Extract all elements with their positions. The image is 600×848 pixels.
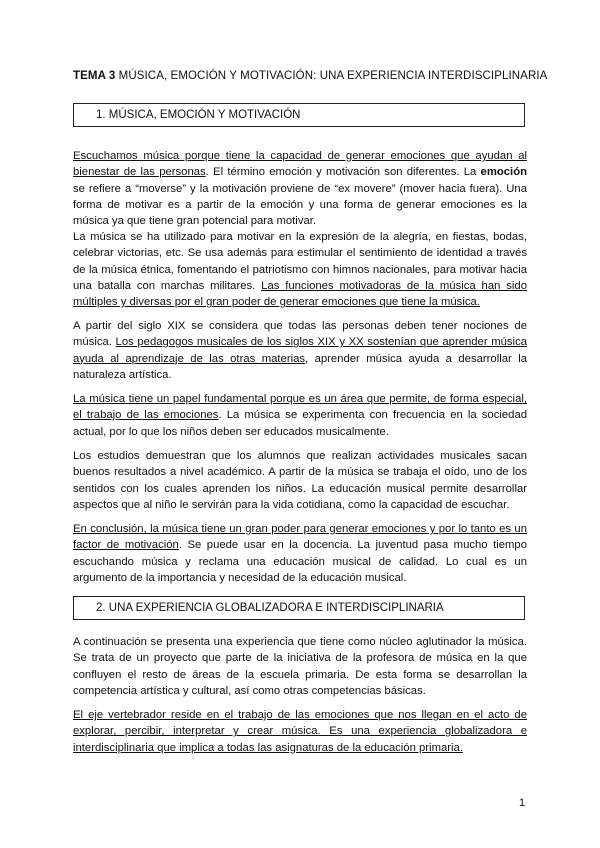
text: , aprender música ayuda a desarrollar la naturaleza artística.	[73, 352, 527, 381]
text: A continuación se presenta una experiencia que tiene como núcleo aglutinador la música. Se trata de un proyecto que parte de la iniciativa de la profesora de música en la que confluyen el resto de áreas de la escuela primaria. De esta forma se desarrollan la competencia artística y cultural, así como otras competencias básicas.	[73, 636, 527, 697]
page-number: 1	[519, 797, 526, 809]
text: A partir del siglo XIX se considera que todas las personas deben tener nociones de música.	[73, 320, 527, 349]
paragraph-7	[73, 634, 527, 699]
text: Los estudios demuestran que los alumnos que realizan actividades musicales sacan buenos resultados a nivel académico. A partir de la música se trabaja el oído, uno de los sentidos con los cuales aprenden los niños. La educación musical permite desarrollar aspectos que al niño le servirán para la vida cotidiana, como la capacidad de escuchar.	[73, 450, 527, 511]
paragraph-1	[73, 148, 527, 229]
paragraph-6	[73, 521, 527, 586]
text: se refiere a “moverse” y la motivación proviene de “ex movere” (mover hacia fuera). Una forma de motivar es a partir de la emoción y una forma de generar emociones es la música ya que tiene gran potencial para motivar.	[73, 182, 527, 228]
title-text: MÚSICA, EMOCIÓN Y MOTIVACIÓN: UNA EXPERIENCIA INTERDISCIPLINARIA	[115, 70, 548, 82]
paragraph-4	[73, 391, 527, 440]
text: La música se ha utilizado para motivar en la expresión de la alegría, en fiestas, bodas, celebrar victorias, etc. Se usa además para estimular el sentimiento de identidad a través de la música étnica, fomentando el patriotismo con himnos nacionales, para motivar hacia una batalla con marchas militares.	[73, 231, 527, 292]
underlined-text: La música tiene un papel fundamental porque es un área que permite, de forma especial, el trabajo de las emociones	[73, 393, 527, 422]
underlined-text: En conclusión, la música tiene un gran poder para generar emociones y por lo tanto es un factor de motivación	[73, 523, 527, 552]
paragraph-3	[73, 318, 527, 383]
document-title	[73, 70, 547, 82]
paragraph-5	[73, 448, 527, 513]
paragraph-2	[73, 229, 527, 310]
underlined-text: Las funciones motivadoras de la música han sido múltiples y diversas por el gran poder de generar emociones que tiene la música.	[73, 279, 527, 309]
text: . La música se experimenta con frecuencia en la sociedad actual, por lo que los niños deben ser educados musicalmente.	[73, 409, 528, 438]
text: . El término emoción y motivación son diferentes. La	[205, 166, 481, 179]
underlined-text: Los pedagogos musicales de los siglos XIX y XX sostenían que aprender música ayuda al aprendizaje de las otras materias	[73, 336, 527, 365]
section-1-heading: 1. MÚSICA, EMOCIÓN Y MOTIVACIÓN	[73, 103, 525, 127]
tema-label: TEMA 3	[73, 70, 116, 82]
underlined-text: El eje vertebrador reside en el trabajo de las emociones que nos llegan en el acto de explorar, percibir, interpretar y crear música. Es una experiencia globalizadora e interdisciplinaria que implica a todas las asignaturas de la educación primaria.	[73, 709, 527, 754]
bold-term: emoción	[480, 166, 527, 179]
section-2-heading: 2. UNA EXPERIENCIA GLOBALIZADORA E INTERDISCIPLINARIA	[73, 596, 525, 620]
text: . Se puede usar en la docencia. La juventud pasa mucho tiempo escuchando música y reclama una educación musical de calidad. Lo cual es un argumento de la importancia y necesidad de la educación musical.	[73, 539, 527, 584]
paragraph-8	[73, 707, 527, 756]
underlined-text: Escuchamos música porque tiene la capacidad de generar emociones que ayudan al bienestar de las personas	[73, 150, 527, 179]
